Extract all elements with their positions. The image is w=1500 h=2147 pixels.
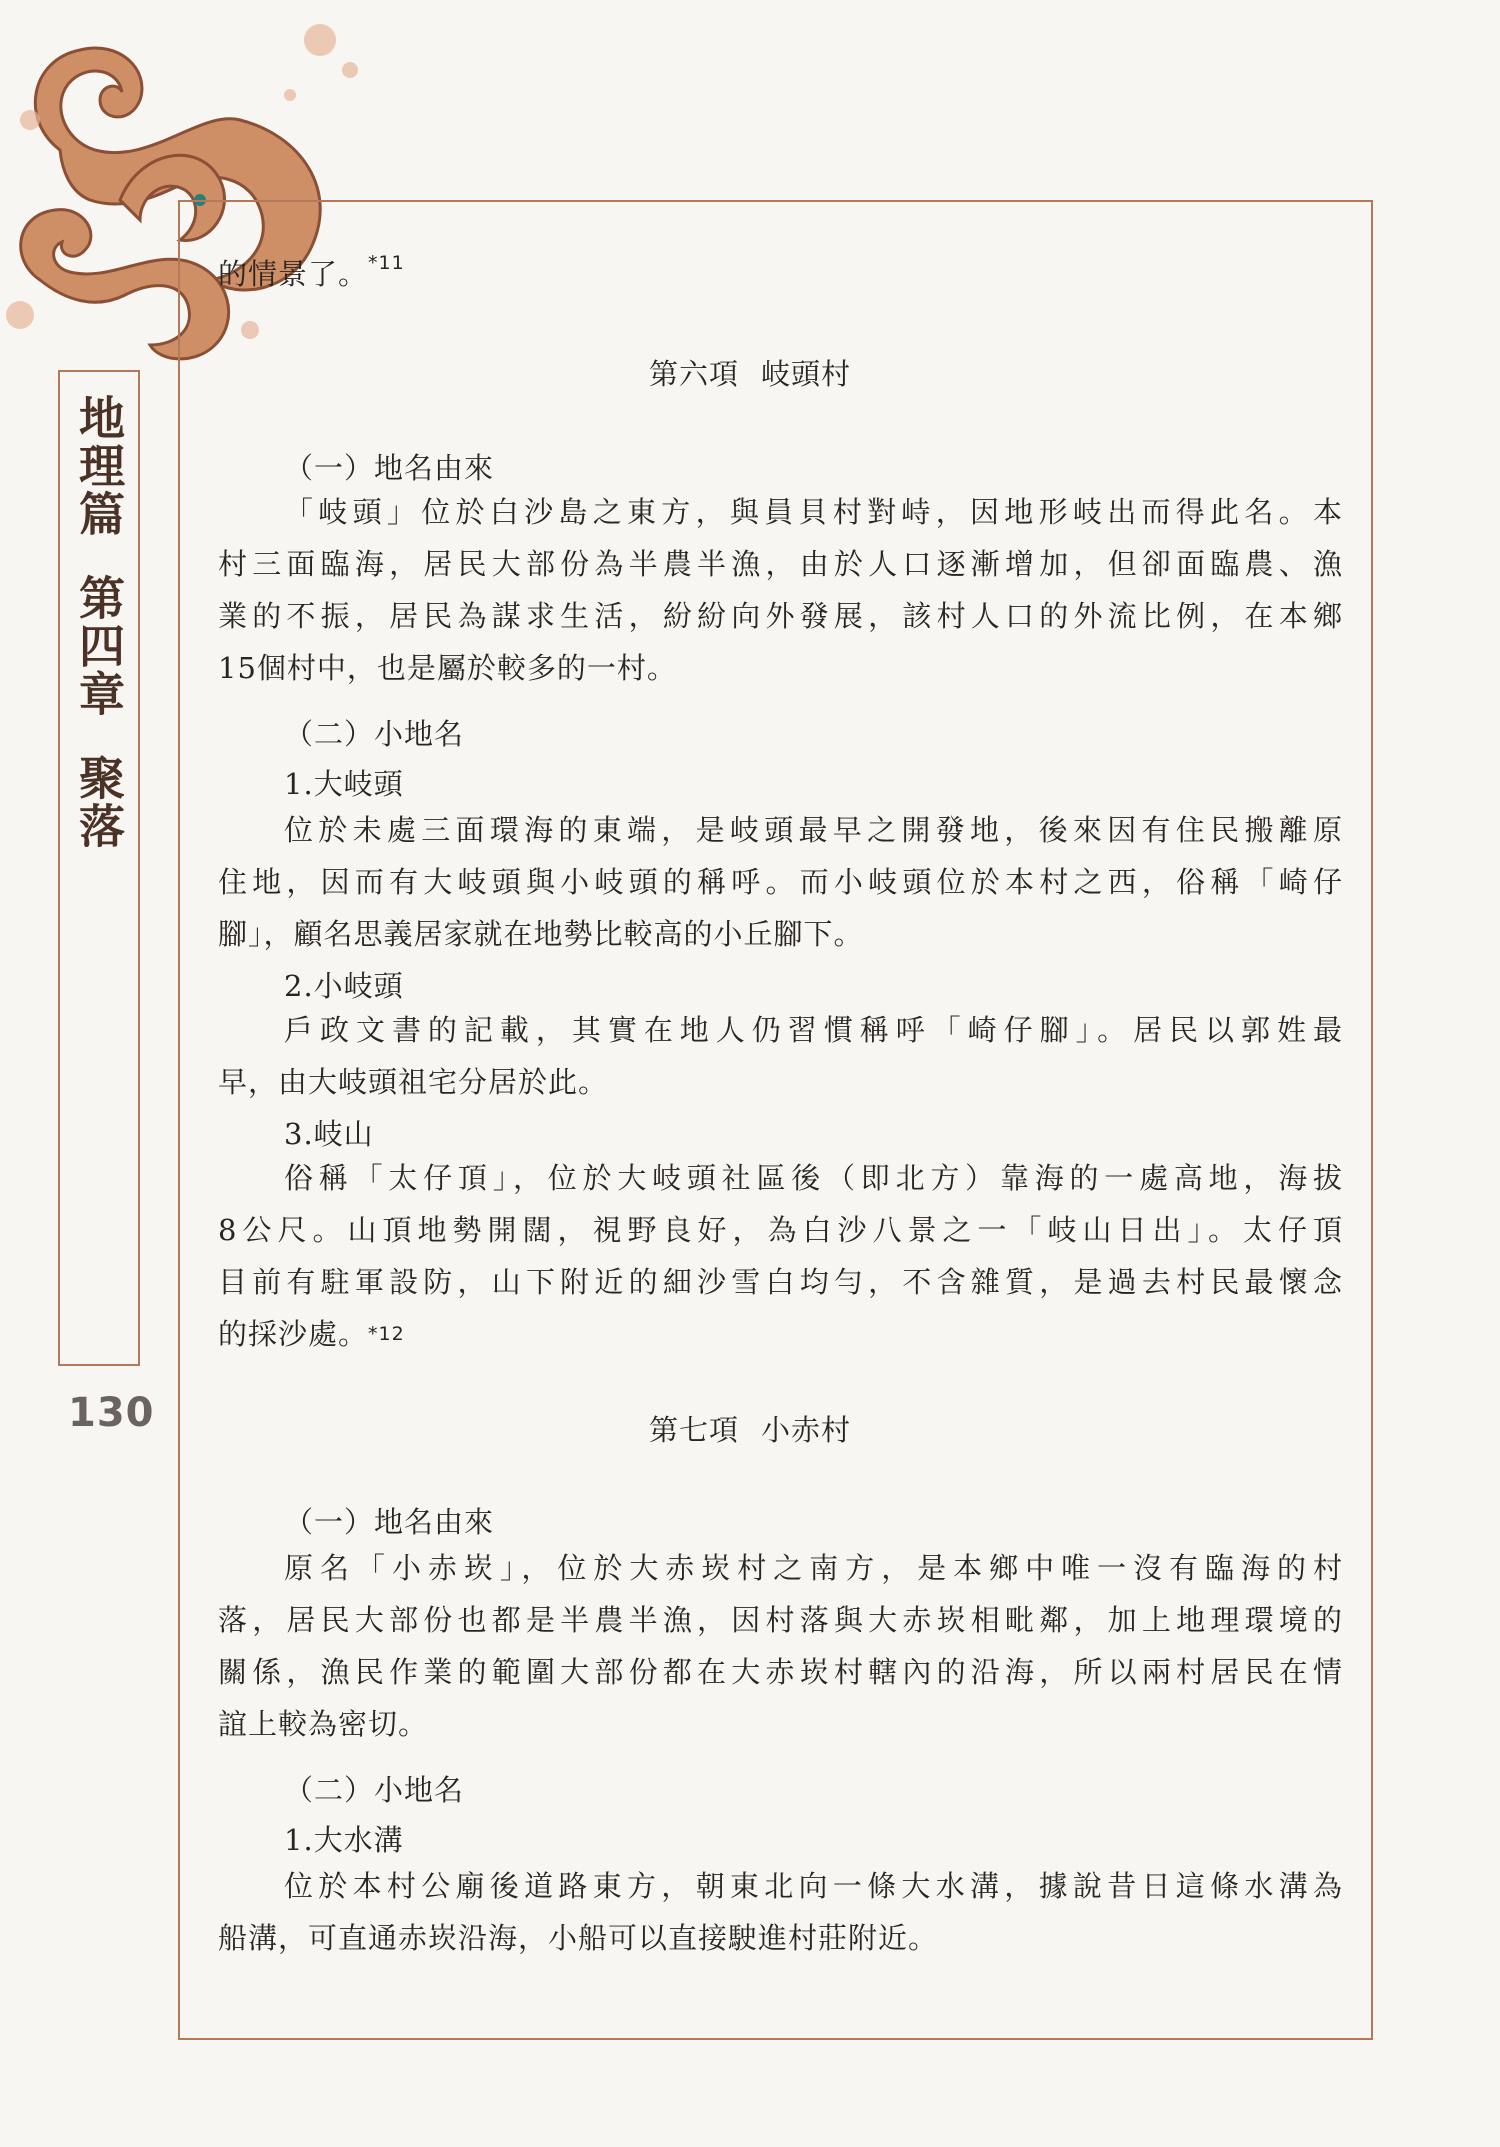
paragraph-line: 俗稱「太仔頂」，位於大岐頭社區後（即北方）靠海的一處高地，海拔 [284, 1161, 1343, 1195]
section-heading [0, 1408, 1500, 1449]
section-title: 小赤村 [761, 1413, 852, 1447]
paragraph-line: 早，由大岐頭祖宅分居於此。 [218, 1065, 609, 1099]
paragraph-line: 腳」，顧名思義居家就在地勢比較高的小丘腳下。 [218, 917, 864, 951]
chapter-title: 聚落 [72, 754, 126, 850]
paragraph-text: 的採沙處。 [218, 1317, 369, 1351]
footnote-marker: *12 [368, 1323, 405, 1345]
subsection-heading: （二）小地名 [284, 1773, 465, 1807]
paragraph-line: 原名「小赤崁」，位於大赤崁村之南方，是本鄉中唯一沒有臨海的村 [284, 1551, 1343, 1585]
paragraph-line: 戶政文書的記載，其實在地人仍習慣稱呼「崎仔腳」。居民以郭姓最 [284, 1013, 1343, 1047]
intro-line [218, 252, 405, 293]
paragraph-line: 船溝，可直通赤崁沿海，小船可以直接駛進村莊附近。 [218, 1921, 939, 1955]
intro-text: 的情景了。 [218, 257, 369, 291]
paragraph-line: 村三面臨海，居民大部份為半農半漁，由於人口逐漸增加，但卻面臨農、漁 [218, 547, 1343, 581]
item-heading: 2.小岐頭 [284, 969, 404, 1003]
chapter-label: 第四章 [72, 574, 126, 718]
footnote-marker: *11 [368, 252, 405, 274]
subsection-heading: （一）地名由來 [284, 451, 495, 485]
subsection-heading: （二）小地名 [284, 717, 465, 751]
paragraph-line: 8公尺。山頂地勢開闊，視野良好，為白沙八景之一「岐山日出」。太仔頂 [218, 1213, 1343, 1247]
paragraph-line: 住地，因而有大岐頭與小岐頭的稱呼。而小岐頭位於本村之西，俗稱「崎仔 [218, 865, 1343, 899]
section-title: 岐頭村 [761, 357, 852, 391]
paragraph-line: 位於未處三面環海的東端，是岐頭最早之開發地，後來因有住民搬離原 [284, 813, 1343, 847]
subsection-heading: （一）地名由來 [284, 1505, 495, 1539]
paragraph-line: 位於本村公廟後道路東方，朝東北向一條大水溝，據說昔日這條水溝為 [284, 1869, 1343, 1903]
item-heading: 1.大岐頭 [284, 767, 404, 801]
paragraph-line: 15個村中，也是屬於較多的一村。 [218, 651, 677, 685]
section-heading [0, 352, 1500, 393]
item-heading: 3.岐山 [284, 1117, 374, 1151]
item-heading: 1.大水溝 [284, 1823, 404, 1857]
paragraph-line [218, 1306, 1343, 1362]
chapter-sidebar [58, 370, 140, 1366]
paragraph-line: 「岐頭」位於白沙島之東方，與員貝村對峙，因地形岐出而得此名。本 [284, 495, 1343, 529]
paragraph-line: 業的不振，居民為謀求生活，紛紛向外發展，該村人口的外流比例，在本鄉 [218, 599, 1343, 633]
page-number: 130 [68, 1390, 155, 1436]
section-label: 第六項 [648, 357, 739, 391]
section-label: 第七項 [648, 1413, 739, 1447]
paragraph-line: 關係，漁民作業的範圍大部份都在大赤崁村轄內的沿海，所以兩村居民在情 [218, 1655, 1343, 1689]
part-label: 地理篇 [72, 394, 126, 538]
paragraph-line: 落，居民大部份也都是半農半漁，因村落與大赤崁相毗鄰，加上地理環境的 [218, 1603, 1343, 1637]
paragraph-line: 目前有駐軍設防，山下附近的細沙雪白均勻，不含雜質，是過去村民最懷念 [218, 1265, 1343, 1299]
paragraph-line: 誼上較為密切。 [218, 1707, 429, 1741]
